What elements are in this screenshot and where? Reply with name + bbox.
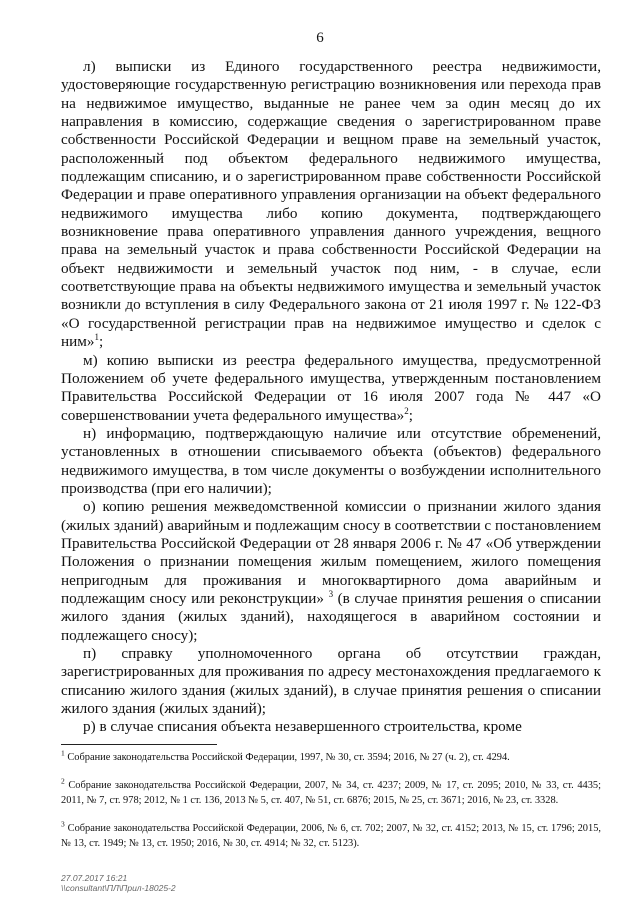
stamp-file-path: \\consultant\ПЛ\Прил-18025-2 <box>61 883 176 893</box>
footnote-1 <box>61 750 601 766</box>
paragraph-p: п) справку уполномоченного органа об отсутствии граждан, зарегистрированных для проживания по адресу местонахождения предлагаемого к списанию жилого здания (жилых зданий), в случае принятия решения о списании жилого здания (жилых зданий); <box>61 645 601 718</box>
paragraph-l <box>61 58 601 352</box>
footnote-1-text: Собрание законодательства Российской Федерации, 1997, № 30, ст. 3594; 2016, № 27 (ч. 2), ст. 4294. <box>64 752 510 763</box>
paragraph-l-text: л) выписки из Единого государственного реестра недвижимости, удостоверяющие государственную регистрацию возникновения или перехода прав на недвижимое имущество, выданные не ранее чем за один месяц до их направления в комиссию, содержащие сведения о зарегистрированном праве собственности Российской Федерации и вещном праве на земельный участок, расположенный под объектом федерального недвижимого имущества, подлежащим списанию, и о зарегистрированном праве собственности Российской Федерации и праве оперативного управления организации на объект федерального недвижимого имущества либо копию документа, подтверждающего возникновение права оперативного управления данного учреждения, вещного права на земельный участок и права собственности Российской Федерации на объект недвижимости и земельный участок под ним, - в случае, если соответствующие права на объекты недвижимого имущества и земельный участок возникли до вступления в силу Федерального закона от 21 июля 1997 г. № 122-ФЗ «О государственной регистрации прав на недвижимое имущество и сделок с ним» <box>61 58 601 351</box>
paragraph-o-text-2: (в случае принятия решения о списании жилого здания (жилых зданий), находящегося в аварийном состоянии и подлежащего сносу); <box>61 589 601 644</box>
paragraph-m-text: м) копию выписки из реестра федерального имущества, предусмотренной Положением об учете федерального имущества, утвержденным постановлением Правительства Российской Федерации от 16 июля 2007 года № 447 «О совершенствовании учета федерального имущества» <box>61 351 601 424</box>
footnote-2 <box>61 778 601 809</box>
stamp-datetime: 27.07.2017 16:21 <box>61 873 128 883</box>
paragraph-l-end: ; <box>98 333 104 351</box>
paragraph-o-text-1: о) копию решения межведомственной комиссии о признании жилого здания (жилых зданий) аварийным и подлежащим сносу в соответствии с постановлением Правительства Российской Федерации от 28 января 2006 г. № 47 «Об утверждении Положения о признании помещения жилым помещением, жилого помещения непригодным для проживания и многоквартирного дома аварийным и подлежащим сносу или реконструкции» <box>61 498 601 607</box>
paragraph-m-end: ; <box>408 406 413 424</box>
paragraph-r: р) в случае списания объекта незавершенного строительства, кроме <box>83 718 522 736</box>
paragraph-n: н) информацию, подтверждающую наличие или отсутствие обременений, установленных в отношении списываемого объекта (объектов) федерального недвижимого имущества, в том числе документы о возбуждении исполнительного производства (при его наличии); <box>61 424 601 497</box>
footnote-ref-1[interactable]: 1 <box>94 332 99 343</box>
footnotes <box>61 750 601 864</box>
footnote-ref-2[interactable]: 2 <box>404 405 409 416</box>
print-stamp <box>61 873 176 893</box>
footnote-3-number: 3 <box>61 819 65 829</box>
footnote-ref-3[interactable]: 3 <box>328 588 334 599</box>
footnote-3 <box>61 821 601 852</box>
paragraph-m <box>61 352 601 425</box>
footnote-2-text: Собрание законодательства Российской Федерации, 2007, № 34, ст. 4237; 2009, № 17, ст. 2095; 2010, № 33, ст. 4435; 2011, № 7, ст. 978; 2012, № 1 ст. 136, 2013 № 5, ст. 407, № 51, ст. 6876; 2015, № 25, ст. 3671; 2016, № 23, ст. 3328. <box>61 779 601 806</box>
paragraph-o <box>61 498 601 645</box>
footnote-3-text: Собрание законодательства Российской Федерации, 2006, № 6, ст. 702; 2007, № 32, ст. 4152; 2013, № 15, ст. 1796; 2015, № 13, ст. 1949; № 13, ст. 1950; 2016, № 30, ст. 4914; № 32, ст. 5123). <box>61 822 601 849</box>
document-body <box>61 58 601 737</box>
footnote-2-number: 2 <box>61 776 65 786</box>
page-number: 6 <box>316 30 324 46</box>
footnote-divider <box>61 744 217 745</box>
footnote-1-number: 1 <box>61 748 65 758</box>
